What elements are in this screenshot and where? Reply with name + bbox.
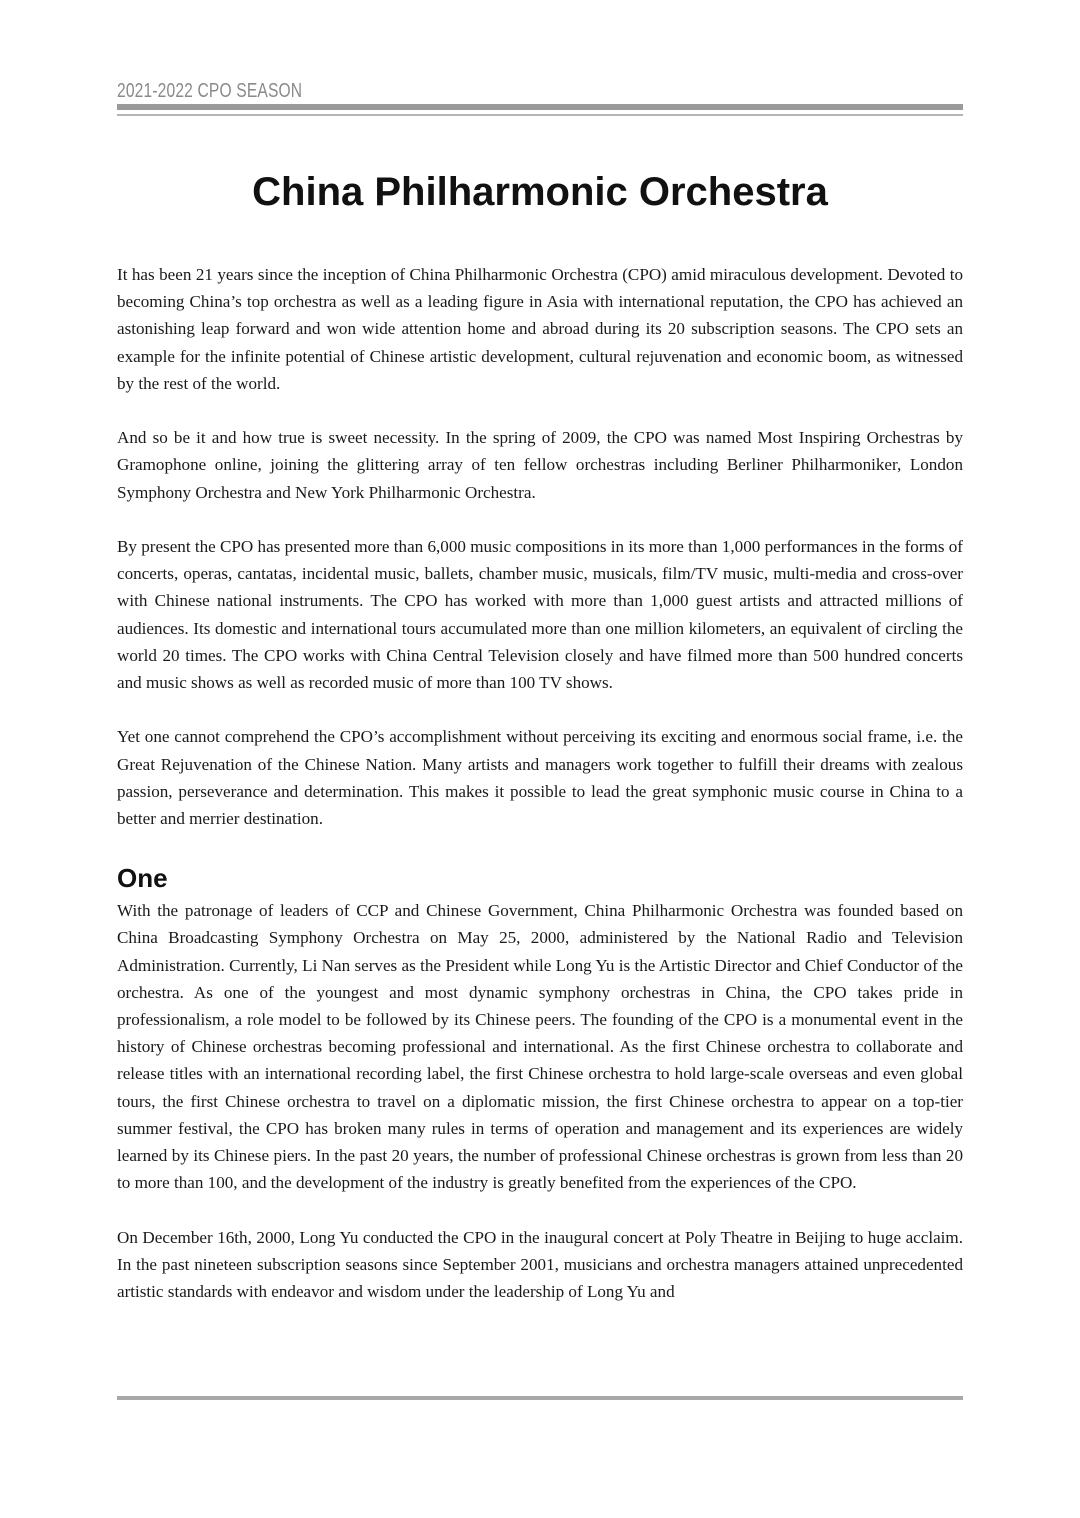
intro-paragraph-3: By present the CPO has presented more than 6,000 music compositions in its more than 1,000 performances in the forms of concerts, operas, cantatas, incidental music, ballets, chamber music, musicals, film/TV music, multi-media and cross-over with Chinese national instruments. The CPO has worked with more than 1,000 guest artists and attracted millions of audiences. Its domestic and international tours accumulated more than one million kilometers, an equivalent of circling the world 20 times. The CPO works with China Central Television closely and have filmed more than 500 hundred concerts and music shows as well as recorded music of more than 100 TV shows.	[117, 537, 963, 693]
intro-paragraph-1: It has been 21 years since the inception of China Philharmonic Orchestra (CPO) amid miraculous development. Devoted to becoming China’s top orchestra as well as a leading figure in Asia with international reputation, the CPO has achieved an astonishing leap forward and won wide attention home and abroad during its 20 subscription seasons. The CPO sets an example for the infinite potential of Chinese artistic development, cultural rejuvenation and economic boom, as witnessed by the rest of the world.	[117, 265, 963, 393]
section-one-paragraph-1: With the patronage of leaders of CCP and Chinese Government, China Philharmonic Orchestra was founded based on China Broadcasting Symphony Orchestra on May 25, 2000, administered by the National Radio and Television Administration. Currently, Li Nan serves as the President while Long Yu is the Artistic Director and Chief Conductor of the orchestra. As one of the youngest and most dynamic symphony orchestras in China, the CPO takes pride in professionalism, a role model to be followed by its Chinese peers. The founding of the CPO is a monumental event in the history of Chinese orchestras becoming professional and international. As the first Chinese orchestra to collaborate and release titles with an international recording label, the first Chinese orchestra to hold large-scale overseas and even global tours, the first Chinese orchestra to travel on a diplomatic mission, the first Chinese orchestra to appear on a top-tier summer festival, the CPO has broken many rules in terms of operation and management and its experiences are widely learned by its Chinese piers. In the past 20 years, the number of professional Chinese orchestras is grown from less than 20 to more than 100, and the development of the industry is greatly benefited from the experiences of the CPO.	[117, 901, 963, 1193]
footer-divider	[117, 1396, 963, 1400]
section-heading-one: One	[117, 863, 168, 894]
article-body	[117, 261, 963, 1305]
intro-paragraph-4: Yet one cannot comprehend the CPO’s accomplishment without perceiving its exciting and enormous social frame, i.e. the Great Rejuvenation of the Chinese Nation. Many artists and managers work together to fulfill their dreams with zealous passion, perseverance and determination. This makes it possible to lead the great symphonic music course in China to a better and merrier destination.	[117, 727, 963, 829]
header-divider-thin	[117, 114, 963, 116]
season-header: 2021-2022 CPO SEASON	[117, 80, 303, 102]
page-title: China Philharmonic Orchestra	[252, 170, 828, 214]
header-divider	[117, 104, 963, 110]
intro-paragraph-2: And so be it and how true is sweet necessity. In the spring of 2009, the CPO was named Most Inspiring Orchestras by Gramophone online, joining the glittering array of ten fellow orchestras including Berliner Philharmoniker, London Symphony Orchestra and New York Philharmonic Orchestra.	[117, 428, 963, 502]
section-one-paragraph-2: On December 16th, 2000, Long Yu conducted the CPO in the inaugural concert at Poly Theatre in Beijing to huge acclaim. In the past nineteen subscription seasons since September 2001, musicians and orchestra managers attained unprecedented artistic standards with endeavor and wisdom under the leadership of Long Yu and	[117, 1227, 963, 1302]
